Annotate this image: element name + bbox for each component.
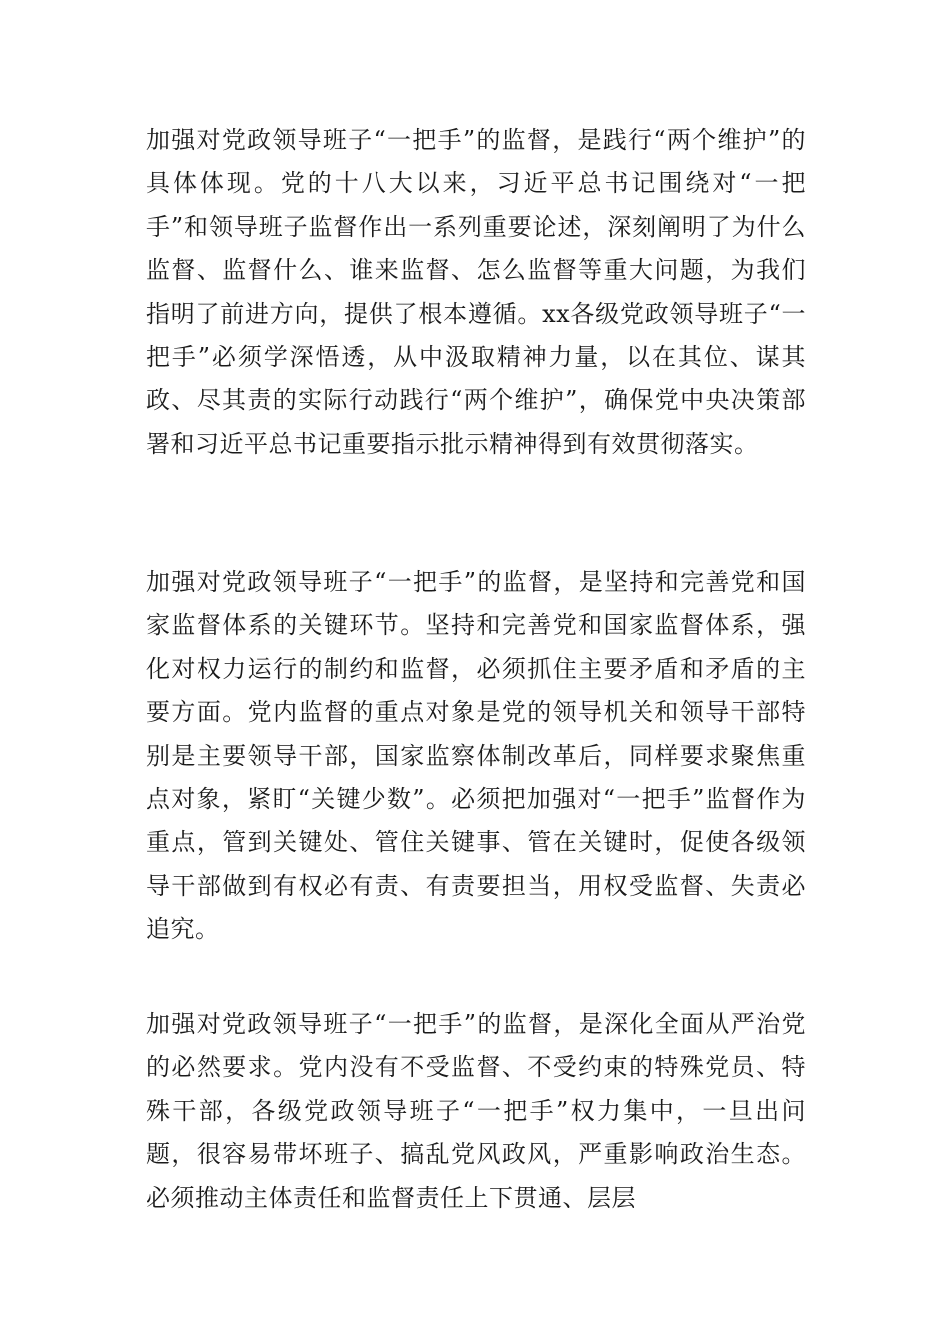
paragraph-1: 加强对党政领导班子“一把手”的监督，是践行“两个维护”的具体体现。党的十八大以来，习近平总书记围绕对“一把手”和领导班子监督作出一系列重要论述，深刻阐明了为什么监督、监督什么、谁来监督、怎么监督等重大问题，为我们指明了前进方向，提供了根本遵循。xx各级党政领导班子“一把手”必须学深悟透，从中汲取精神力量，以在其位、谋其政、尽其责的实际行动践行“两个维护”，确保党中央决策部署和习近平总书记重要指示批示精神得到有效贯彻落实。: [146, 126, 806, 458]
paragraph-2: 加强对党政领导班子“一把手”的监督，是坚持和完善党和国家监督体系的关键环节。坚持和完善党和国家监督体系，强化对权力运行的制约和监督，必须抓住主要矛盾和矛盾的主要方面。党内监督的重点对象是党的领导机关和领导干部特别是主要领导干部，国家监察体制改革后，同样要求聚焦重点对象，紧盯“关键少数”。必须把加强对“一把手”监督作为重点，管到关键处、管住关键事、管在关键时，促使各级领导干部做到有权必有责、有责要担当，用权受监督、失责必追究。: [146, 568, 806, 944]
paragraph-3: 加强对党政领导班子“一把手”的监督，是深化全面从严治党的必然要求。党内没有不受监督、不受约束的特殊党员、特殊干部，各级党政领导班子“一把手”权力集中，一旦出问题，很容易带坏班子、搞乱党风政风，严重影响政治生态。必须推动主体责任和监督责任上下贯通、层层: [146, 1010, 806, 1212]
